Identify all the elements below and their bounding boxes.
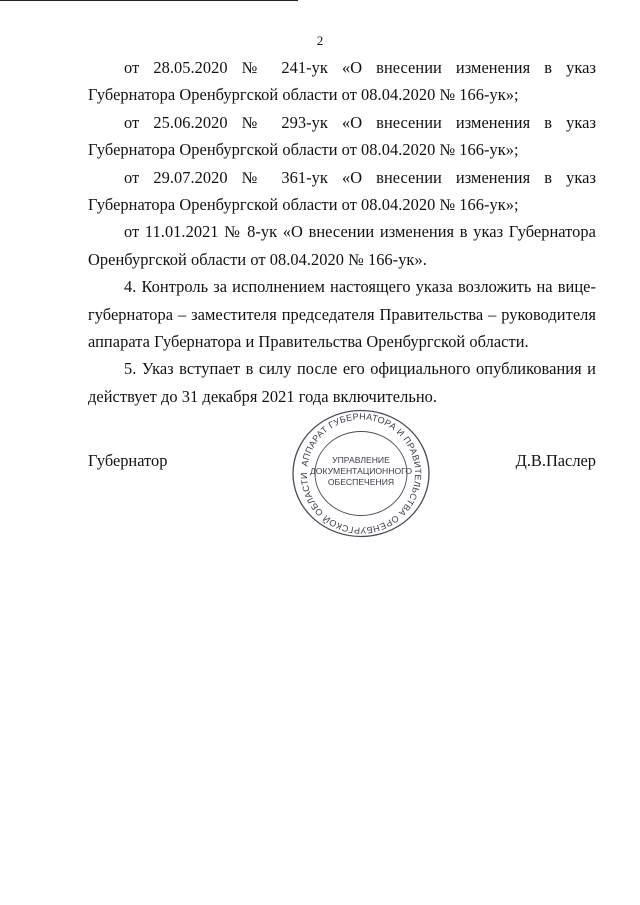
signer-title: Губернатор [88, 451, 168, 470]
paragraph-decree-4: от 11.01.2021 № 8-ук «О внесении изменения в указ Губернатора Оренбургской области от 08.04.2020 № 166-ук». [88, 222, 596, 269]
signer-name: Д.В.Паслер [515, 451, 596, 470]
paragraph-decree-2: от 25.06.2020 № 293-ук «О внесении изменения в указ Губернатора Оренбургской области от 08.04.2020 № 166-ук»; [88, 112, 596, 160]
seal-line-3: ОБЕСПЕЧЕНИЯ [327, 477, 395, 487]
document-body [88, 54, 596, 410]
top-rule [0, 0, 298, 1]
official-seal-stamp [286, 407, 436, 540]
seal-line-2: ДОКУМЕНТАЦИОННОГО [309, 466, 413, 476]
seal-graphic [286, 407, 436, 540]
paragraph-item-4: 4. Контроль за исполнением настоящего указа возложить на вице-губернатора – заместителя председателя Правительства – руководителя аппарата Губернатора и Правительства Оренбургской области. [88, 277, 596, 352]
paragraph-decree-1: от 28.05.2020 № 241-ук «О внесении изменения в указ Губернатора Оренбургской области от 08.04.2020 № 166-ук»; [88, 58, 596, 105]
seal-ring-text: АППАРАТ ГУБЕРНАТОРА И ПРАВИТЕЛЬСТВА ОРЕНБУРГСКОЙ ОБЛАСТИ [298, 411, 424, 536]
page-number: 2 [316, 33, 324, 48]
paragraph-decree-3: от 29.07.2020 № 361-ук «О внесении изменения в указ Губернатора Оренбургской области от 08.04.2020 № 166-ук»; [88, 167, 596, 215]
paragraph-item-5: 5. Указ вступает в силу после его официального опубликования и действует до 31 декабря 2021 года включительно. [88, 359, 596, 406]
seal-line-1: УПРАВЛЕНИЕ [332, 455, 390, 465]
